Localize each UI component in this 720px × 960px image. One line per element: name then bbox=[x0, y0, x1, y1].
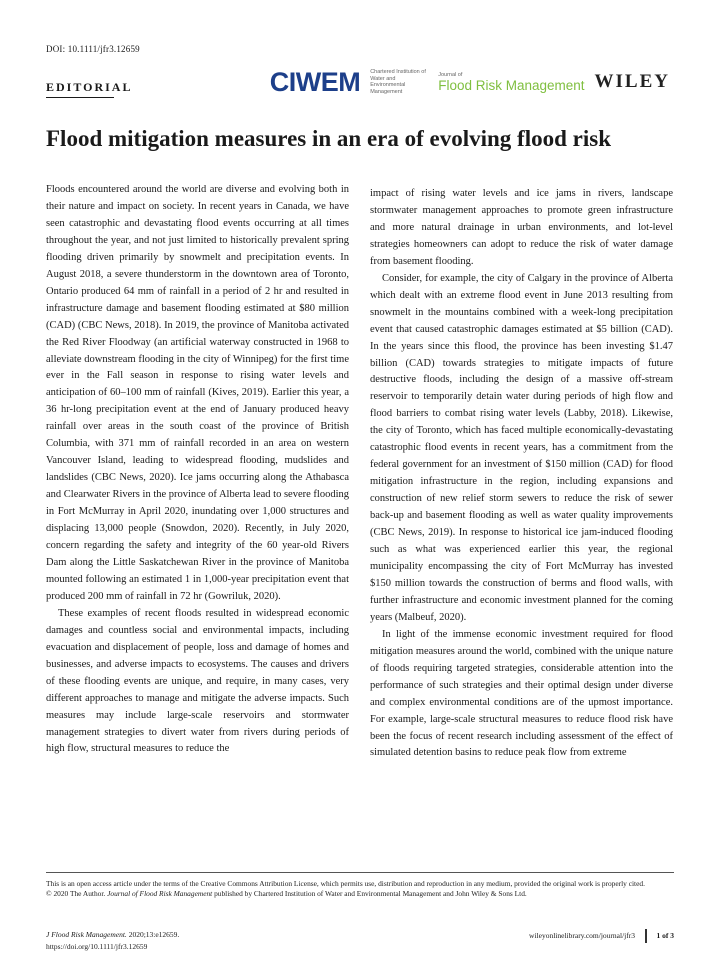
section-label: EDITORIAL bbox=[46, 80, 133, 94]
journal-logo[interactable] bbox=[438, 72, 584, 93]
footer-separator bbox=[645, 929, 647, 943]
ciwem-subtitle: Chartered Institution of Water and Environmental Management bbox=[370, 69, 426, 95]
left-column bbox=[46, 182, 349, 758]
body-paragraph: Floods encountered around the world are diverse and evolving both in their nature and impact on society. In recent years in Canada, we have seen catastrophic and devastating flood events occurring at all times throughout the year, and not just limited to historically prevalent spring flooding driven primarily by snowmelt and precipitation events. In August 2018, a severe thunderstorm in the downtown area of Toronto, Ontario produced 64 mm of rainfall in a period of 2 hr and resulted in infrastructure damage and basement flooding estimated at $80 million (CAD) (CBC News, 2018). In 2019, the province of Manitoba activated the Red River Floodway (an artificial waterway constructed in 1968 to alleviate downstream flooding in the city of Winnipeg) for the first time ever in the Fall season in response to rising water levels and anticipation of 60–100 mm of rainfall (Kives, 2019). Earlier this year, a 36 hr-long precipitation event at the end of January produced heavy rainfall over areas in the south coast of the province of British Columbia, with 371 mm of rainfall recorded in an area on western Vancouver Island, leading to widespread flooding, mudslides and landslides (CBC News, 2020). Ice jams occurring along the Athabasca and Clearwater Rivers in the province of Alberta lead to severe flooding in Fort McMurray in April 2020, inundating over 1,000 structures and displacing 13,000 people (Snowdon, 2020). Recently, in July 2020, concern regarding the safety and integrity of the 60 year-old Rivers Dam along the Little Saskatchewan River in the province of Manitoba mounted following an estimated 1 in 1,000-year precipitation event that produced 200 mm of rainfall in 72 hr (Gowriluk, 2020). bbox=[46, 184, 349, 602]
article-title: Flood mitigation measures in an era of evolving flood risk bbox=[46, 126, 611, 151]
section-underline bbox=[46, 97, 114, 98]
journal-citation bbox=[46, 929, 179, 941]
doi-label[interactable]: DOI: 10.1111/jfr3.12659 bbox=[46, 44, 140, 54]
journal-abbrev: J Flood Risk Management. bbox=[46, 930, 127, 939]
ciwem-logo[interactable]: CIWEM bbox=[269, 66, 361, 97]
body-paragraph: In light of the immense economic investment required for flood mitigation measures around the world, combined with the unique nature of floods requiring targeted strategies, considerable attention into the performance of such strategies and their optimal design under diverse and complex environmental conditions are of the upmost importance. For example, large-scale structural measures to reduce flood risk have been the focus of recent research including assessment of the effect of simulated detention basins to reduce peak flow from extreme bbox=[370, 628, 673, 759]
license-footnote bbox=[46, 879, 674, 900]
publisher-logos bbox=[270, 62, 670, 102]
journal-logo-name: Flood Risk Management bbox=[438, 77, 585, 93]
license-text: This is an open access article under the terms of the Creative Commons Attribution License, which permits use, distribution and reproduction in any medium, provided the original work is properly cited. bbox=[46, 879, 645, 888]
page-number: 1 of 3 bbox=[656, 931, 674, 940]
citation-volume: 2020;13:e12659. bbox=[126, 930, 180, 939]
body-paragraph: impact of rising water levels and ice jams in rivers, landscape stormwater management approaches to promote green infrastructure and more natural drainage in urban environments, and lot-level strategies homeowners can adopt to reduce the risk of water damage from basement flooding. bbox=[370, 188, 673, 267]
journal-logo-prefix: Journal of bbox=[438, 71, 463, 78]
copyright-suffix: published by Chartered Institution of Water and Environmental Management and John Wiley & Sons Ltd. bbox=[212, 889, 527, 899]
footer-right bbox=[529, 929, 674, 943]
footer-left bbox=[46, 929, 179, 953]
footnote-divider bbox=[46, 872, 674, 873]
body-paragraph: Consider, for example, the city of Calgary in the province of Alberta which dealt with an extreme flood event in June 2013 resulting from snowmelt in the mountains combined with a week-long precipitation event that caused catastrophic damages estimated at $5 billion (CAD). In the years since this flood, the province has been investing $1.47 billion (CAD) towards strategies to mitigate impacts of future destructive floods, including the design of a massive off-stream reservoir to temporarily detain water during periods of high flow and flood barriers to combat rising water levels (Labby, 2018). Likewise, the city of Toronto, which has faced multiple economically-devastating catastrophic flood events in recent years, has a commitment from the federal government for an investment of $150 million (CAD) for flood mitigation infrastructure in the region, including expansions and construction of new relief storm sewers to reduce the risk of sewer back-up and basement flooding as well as water quality improvements (CBC News, 2019). In response to historical ice jam-induced flooding such as what was experienced earlier this year, the regional municipality encompassing the city of Fort McMurray has invested $150 million towards the construction of berms and flood walls, with further infrastructure and economic investment planned for the coming years (Malbeuf, 2020). bbox=[370, 272, 673, 623]
wiley-logo[interactable]: WILEY bbox=[594, 71, 670, 92]
copyright-prefix: © 2020 The Author. bbox=[46, 889, 108, 899]
copyright-journal: Journal of Flood Risk Management bbox=[107, 889, 213, 899]
doi-link[interactable]: https://doi.org/10.1111/jfr3.12659 bbox=[46, 942, 148, 951]
right-column bbox=[370, 186, 673, 762]
website-link[interactable]: wileyonlinelibrary.com/journal/jfr3 bbox=[529, 931, 635, 940]
body-paragraph: These examples of recent floods resulted in widespread economic damages and countless social and environmental impacts, including evacuation and displacement of people, loss and damage of homes and businesses, and adverse impacts to ecosystems. The causes and drivers of these flooding events are unique, and require, in many cases, very different approaches to manage and mitigate the adverse impacts. Such measures may include large-scale reservoirs and stormwater management strategies to divert water from rivers during periods of high flow, structural measures to reduce the bbox=[46, 607, 349, 755]
copyright-line bbox=[46, 889, 674, 899]
